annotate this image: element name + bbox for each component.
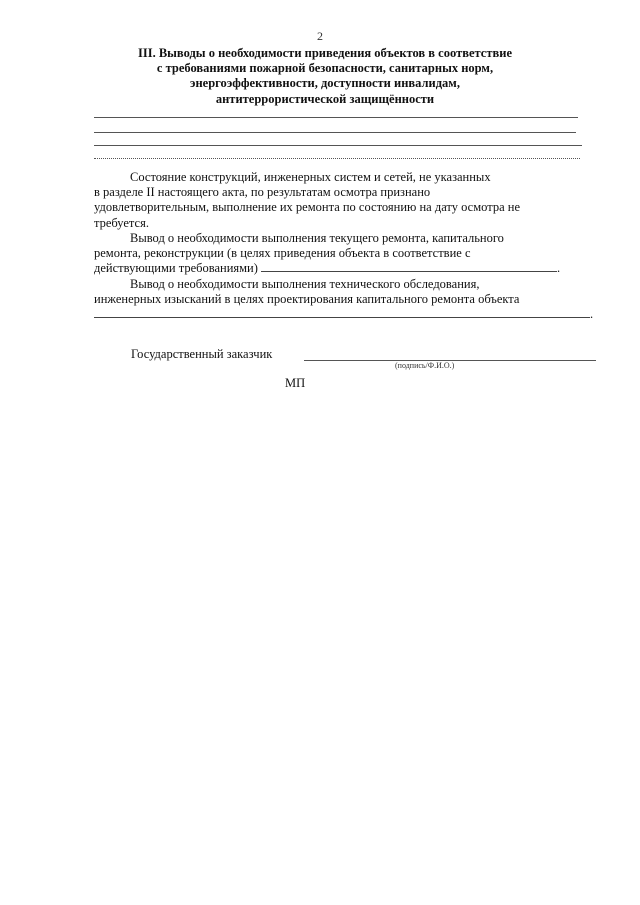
- paragraph-line: ремонта, реконструкции (в целях приведения объекта в соответствие с: [94, 246, 471, 261]
- page-number: 2: [317, 29, 323, 43]
- section-title: [100, 46, 550, 107]
- paragraph-line: Вывод о необходимости выполнения технического обследования,: [130, 277, 480, 291]
- section-title-line: антитеррористической защищённости: [215, 91, 435, 106]
- paragraph-line: Состояние конструкций, инженерных систем и сетей, не указанных: [130, 170, 491, 184]
- stamp-mark: МП: [285, 376, 306, 390]
- survey-conclusion-field[interactable]: [94, 307, 590, 318]
- blank-line[interactable]: [94, 117, 578, 118]
- paragraph-line: [94, 261, 598, 276]
- signature-label: Государственный заказчик: [131, 347, 273, 361]
- paragraph-line: в разделе II настоящего акта, по результатам осмотра признано: [94, 185, 431, 200]
- blank-line[interactable]: [94, 158, 580, 159]
- paragraph-end: .: [557, 261, 561, 276]
- paragraph-repair-conclusion: [94, 231, 598, 277]
- paragraph-line: Вывод о необходимости выполнения текущего ремонта, капитального: [130, 231, 504, 245]
- signature-hint: (подпись/Ф.И.О.): [395, 361, 455, 370]
- paragraph-structures-state: [94, 170, 598, 231]
- section-title-line: с требованиями пожарной безопасности, санитарных норм,: [156, 61, 494, 76]
- paragraph-line: инженерных изысканий в целях проектирования капитального ремонта объекта: [94, 292, 520, 307]
- paragraph-line-text: действующими требованиями): [94, 261, 258, 276]
- blank-line[interactable]: [94, 145, 582, 146]
- section-title-line: энергоэффективности, доступности инвалидам,: [190, 76, 460, 91]
- paragraph-line: требуется.: [94, 215, 149, 230]
- paragraph-line: [94, 307, 598, 323]
- paragraph-line: удовлетворительным, выполнение их ремонта по состоянию на дату осмотра не: [94, 200, 520, 215]
- paragraph-end: .: [590, 307, 594, 322]
- blank-line[interactable]: [94, 132, 576, 133]
- repair-conclusion-field[interactable]: [261, 261, 557, 272]
- paragraph-survey-conclusion: [94, 277, 598, 323]
- section-title-line: III. Выводы о необходимости приведения объектов в соответствие: [137, 46, 512, 60]
